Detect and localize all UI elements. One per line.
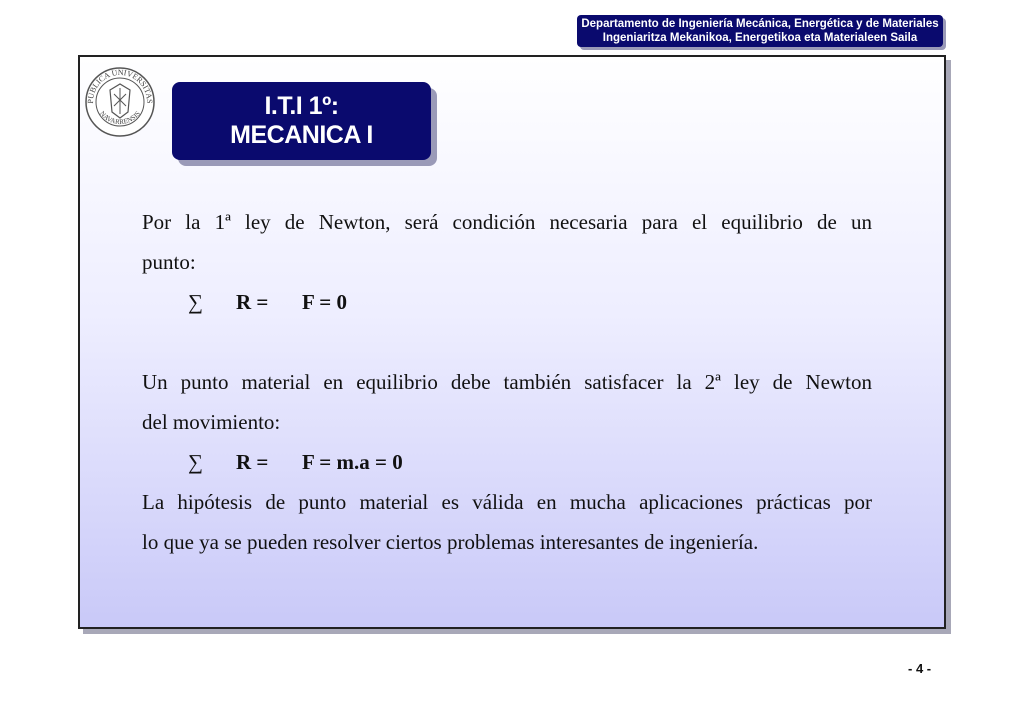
equation-1-lhs: R = (236, 290, 269, 314)
summation-symbol: ∑ (188, 290, 203, 314)
equation-2-rhs: F = m.a = 0 (302, 450, 403, 474)
department-name-es: Departamento de Ingeniería Mecánica, Energética y de Materiales (581, 18, 939, 30)
paragraph-1-line-1: Por la 1ª ley de Newton, será condición necesaria para el equilibrio de un (142, 210, 872, 234)
department-banner (577, 15, 943, 47)
course-code: I.T.I 1º: (264, 92, 339, 120)
equation-2-lhs: R = (236, 450, 269, 474)
paragraph-2-line-2: del movimiento: (142, 410, 281, 434)
summation-symbol: ∑ (188, 450, 203, 474)
department-name-eu: Ingeniaritza Mekanikoa, Energetikoa eta Materialeen Saila (602, 32, 918, 44)
paragraph-1-line-2: punto: (142, 250, 196, 274)
course-title-box (172, 82, 431, 160)
paragraph-2-line-1: Un punto material en equilibrio debe también satisfacer la 2ª ley de Newton (142, 370, 872, 394)
paragraph-3-line-2: lo que ya se pueden resolver ciertos problemas interesantes de ingeniería. (142, 530, 759, 554)
svg-text:NAVARRENSIS: NAVARRENSIS (98, 109, 142, 127)
equation-2 (0, 450, 1024, 480)
paragraph-3-line-1: La hipótesis de punto material es válida en mucha aplicaciones prácticas por (142, 490, 872, 514)
university-seal-logo (84, 66, 156, 138)
svg-text:PUBLICA UNIVERSITAS: PUBLICA UNIVERSITAS (85, 67, 155, 104)
page-number: - 4 - (908, 661, 932, 676)
equation-1-rhs: F = 0 (302, 290, 348, 314)
equation-1 (0, 290, 1024, 320)
course-name: MECANICA I (230, 121, 373, 149)
